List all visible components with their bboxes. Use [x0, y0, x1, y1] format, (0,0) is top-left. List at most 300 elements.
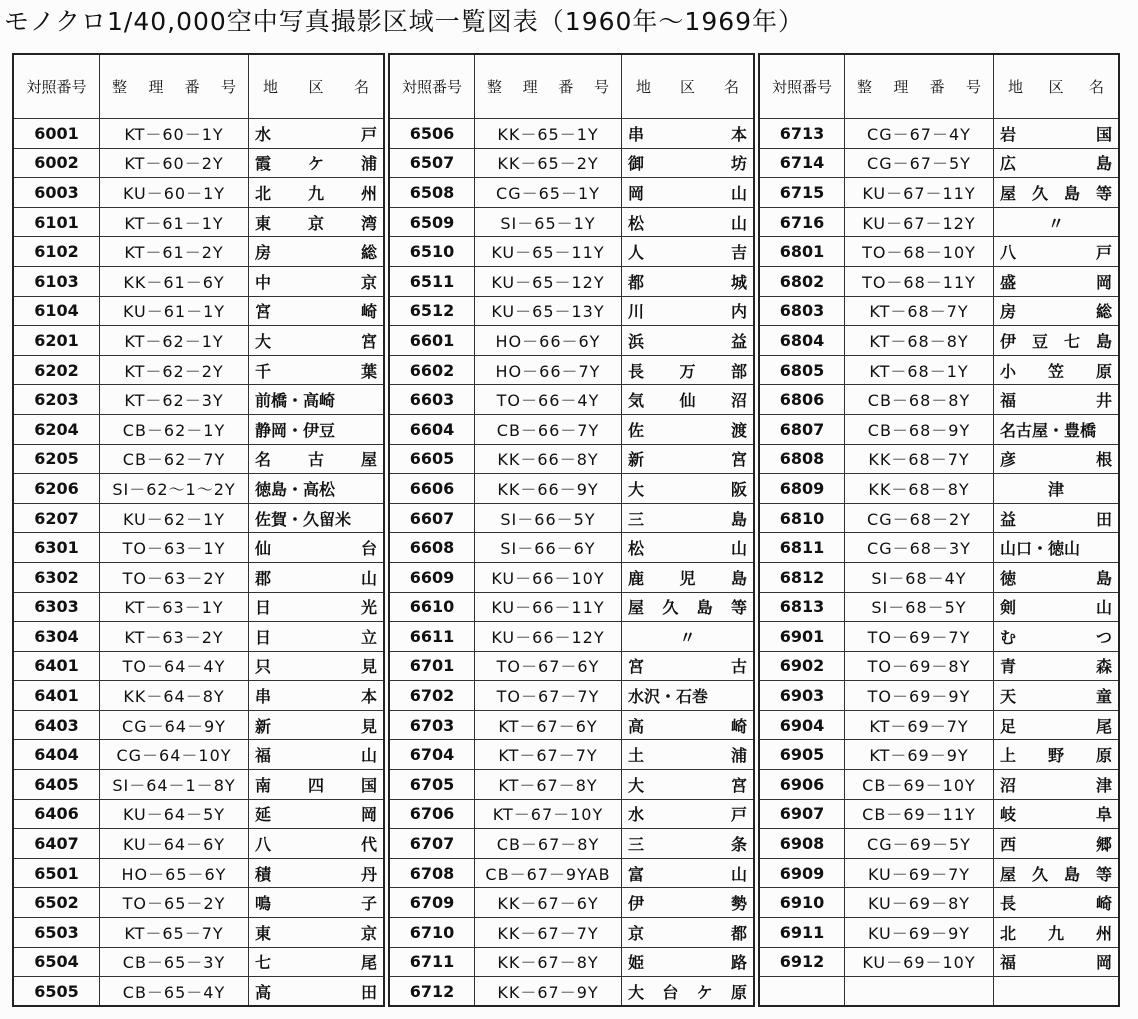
area-name-cell-text: 名 古 屋 — [255, 450, 377, 470]
table-row — [759, 266, 1119, 296]
ref-number-cell — [759, 622, 845, 652]
ref-number-cell — [13, 562, 100, 592]
area-name-cell — [994, 385, 1120, 415]
ref-number-cell — [389, 207, 475, 237]
ref-number-cell — [759, 385, 845, 415]
ref-number-cell-text: 6807 — [779, 419, 825, 439]
area-name-cell-text: 松 山 — [628, 213, 747, 233]
area-name-cell-text: 御 坊 — [628, 154, 747, 174]
control-number-cell — [100, 326, 249, 356]
control-number-cell — [845, 474, 994, 504]
area-name-cell — [622, 237, 755, 267]
area-name-cell-text: 佐 渡 — [628, 420, 747, 440]
ref-number-cell — [759, 266, 845, 296]
control-number-cell — [475, 237, 622, 267]
control-number-cell — [475, 296, 622, 326]
control-number-cell — [475, 977, 622, 1007]
ref-number-cell-text: 6609 — [409, 567, 455, 587]
table-row — [759, 799, 1119, 829]
ref-number-cell — [13, 414, 100, 444]
control-number-cell-text: KT－63－1Y — [124, 598, 224, 618]
area-name-cell-text: 積 丹 — [255, 864, 377, 884]
area-name-cell-text: 川 内 — [628, 302, 747, 322]
control-number-cell-text: TO－63－2Y — [122, 568, 226, 588]
control-number-cell-text: TO－68－10Y — [862, 243, 976, 263]
area-name-cell-text: 高 田 — [255, 982, 377, 1002]
ref-number-cell — [13, 770, 100, 800]
ref-number-cell-text: 6103 — [34, 271, 79, 291]
area-name-cell — [622, 740, 755, 770]
area-name-cell — [622, 858, 755, 888]
control-number-cell — [475, 385, 622, 415]
table-row — [13, 888, 384, 918]
area-name-cell — [249, 651, 385, 681]
control-number-cell — [475, 710, 622, 740]
ref-number-cell — [13, 799, 100, 829]
area-name-cell — [994, 858, 1120, 888]
ref-number-cell-text: 6803 — [779, 301, 825, 321]
ref-number-cell — [389, 681, 475, 711]
area-name-cell-text: 水 戸 — [255, 124, 377, 144]
area-name-cell — [622, 681, 755, 711]
ref-number-cell — [389, 444, 475, 474]
ref-number-cell — [389, 474, 475, 504]
ref-number-cell-text: 6706 — [409, 804, 455, 824]
control-number-cell-text: CB－67－9YAB — [485, 864, 611, 884]
control-number-cell — [100, 296, 249, 326]
area-name-cell-text: 郡 山 — [255, 568, 377, 588]
control-number-cell — [475, 592, 622, 622]
control-number-cell-text: CG－68－3Y — [867, 539, 971, 559]
control-number-cell-text: CG－68－2Y — [867, 509, 971, 529]
ref-number-cell — [13, 178, 100, 208]
ref-number-cell-text: 6714 — [779, 153, 825, 173]
control-number-cell-text: KK－68－8Y — [868, 479, 970, 499]
ref-number-cell — [759, 592, 845, 622]
area-name-cell — [249, 858, 385, 888]
ref-number-cell — [13, 651, 100, 681]
ref-number-cell-text: 6811 — [779, 538, 825, 558]
control-number-cell-text: HO－66－7Y — [495, 361, 601, 381]
control-number-cell — [845, 799, 994, 829]
control-number-cell-text: CB－69－11Y — [862, 805, 976, 825]
ref-number-cell-text: 6610 — [409, 597, 455, 617]
area-name-cell-text: 大 阪 — [628, 479, 747, 499]
ref-number-cell-text: 6104 — [34, 301, 79, 321]
ref-number-cell — [13, 888, 100, 918]
area-name-cell — [622, 710, 755, 740]
control-number-cell-text: CB－69－10Y — [862, 775, 976, 795]
ref-number-cell-text: 6611 — [409, 626, 455, 646]
ref-number-cell-text: 6001 — [34, 123, 79, 143]
area-name-cell-text: 北 九 州 — [255, 183, 377, 203]
area-name-cell-text: 水沢・石巻 — [628, 687, 709, 707]
table-row — [13, 237, 384, 267]
ref-number-cell-text: 6302 — [34, 567, 79, 587]
control-number-cell-text: CG－64－9Y — [122, 716, 226, 736]
area-name-cell — [994, 770, 1120, 800]
area-name-cell — [994, 533, 1120, 563]
area-name-cell-text: 西 郷 — [1000, 835, 1112, 855]
control-number-cell — [475, 474, 622, 504]
ref-number-cell-text: 6812 — [779, 567, 825, 587]
table-row — [13, 770, 384, 800]
control-number-cell-text: KK－67－6Y — [497, 894, 599, 914]
control-number-cell-text: KU－66－11Y — [491, 598, 605, 618]
table-row — [13, 651, 384, 681]
area-name-cell — [249, 266, 385, 296]
header-control-no — [100, 54, 249, 119]
control-number-cell — [845, 207, 994, 237]
table-row — [389, 414, 754, 444]
control-number-cell-text: KU－65－13Y — [491, 302, 605, 322]
control-number-cell-text: CB－68－8Y — [867, 391, 971, 411]
header-control-no — [475, 54, 622, 119]
ref-number-cell-text: 6711 — [409, 952, 455, 972]
control-number-cell-text: KU－61－1Y — [122, 302, 226, 322]
area-name-cell-text: 姫 路 — [628, 953, 747, 973]
table-row — [13, 414, 384, 444]
table-row — [759, 237, 1119, 267]
ref-number-cell-text: 6506 — [409, 123, 455, 143]
control-number-cell — [845, 829, 994, 859]
control-number-cell-text: KU－69－8Y — [867, 894, 971, 914]
control-number-cell — [475, 918, 622, 948]
ref-number-cell — [759, 474, 845, 504]
area-name-cell — [622, 385, 755, 415]
area-name-cell — [622, 444, 755, 474]
ref-number-cell-text: 6508 — [409, 182, 455, 202]
table-row — [389, 710, 754, 740]
ref-number-cell — [759, 503, 845, 533]
ref-number-cell-text: 6204 — [34, 419, 79, 439]
table-row — [13, 148, 384, 178]
area-name-cell-text: 沼 津 — [1000, 775, 1112, 795]
control-number-cell — [475, 444, 622, 474]
page-title: モノクロ1/40,000空中写真撮影区域一覧図表（1960年～1969年） — [4, 7, 805, 36]
ref-number-cell-text: 6102 — [34, 242, 79, 262]
ref-number-cell — [759, 326, 845, 356]
area-name-cell-text: 富 山 — [628, 864, 747, 884]
area-name-cell — [994, 444, 1120, 474]
ref-number-cell — [389, 622, 475, 652]
table-row — [13, 592, 384, 622]
table-row — [759, 533, 1119, 563]
area-name-cell — [249, 829, 385, 859]
area-name-cell-text: 益 田 — [1000, 509, 1112, 529]
control-number-cell-text: CB－66－7Y — [496, 420, 600, 440]
control-number-cell-text: TO－66－4Y — [496, 391, 600, 411]
area-name-cell-text: 屋 久 島 等 — [628, 598, 747, 618]
ref-number-cell — [389, 740, 475, 770]
ref-number-cell — [13, 533, 100, 563]
ref-number-cell-text: 6810 — [779, 508, 825, 528]
control-number-cell — [100, 178, 249, 208]
ref-number-cell-text: 6709 — [409, 893, 455, 913]
table-row — [13, 444, 384, 474]
table-row — [389, 592, 754, 622]
ref-number-cell — [389, 592, 475, 622]
ref-number-cell — [389, 947, 475, 977]
ref-number-cell — [759, 947, 845, 977]
area-name-cell-text: 高 崎 — [628, 716, 747, 736]
control-number-cell — [845, 266, 994, 296]
ref-number-cell — [13, 681, 100, 711]
control-number-cell — [845, 562, 994, 592]
control-number-cell-text: KT－65－7Y — [124, 923, 224, 943]
ref-number-cell-text: 6304 — [34, 626, 79, 646]
area-name-cell — [249, 237, 385, 267]
index-table-middle — [388, 53, 755, 1007]
control-number-cell-text: KU－62－1Y — [122, 509, 226, 529]
control-number-cell — [845, 858, 994, 888]
ref-number-cell-text: 6710 — [409, 922, 455, 942]
area-name-cell-text: 人 吉 — [628, 243, 747, 263]
ref-number-cell — [389, 918, 475, 948]
ref-number-cell-text: 6606 — [409, 478, 455, 498]
control-number-cell-text: SI－65－1Y — [500, 213, 596, 233]
table-row — [389, 533, 754, 563]
control-number-cell — [100, 119, 249, 149]
control-number-cell-text: TO－69－8Y — [867, 657, 971, 677]
area-name-cell — [994, 681, 1120, 711]
ref-number-cell-text: 6510 — [409, 242, 455, 262]
ref-number-cell — [389, 710, 475, 740]
ref-number-cell-text: 6605 — [409, 449, 455, 469]
control-number-cell — [845, 385, 994, 415]
ref-number-cell — [759, 977, 845, 1007]
table-row — [759, 385, 1119, 415]
table-row — [13, 947, 384, 977]
ref-number-cell — [13, 119, 100, 149]
area-name-cell-text: 霞 ケ 浦 — [255, 154, 377, 174]
area-name-cell-text: 剣 山 — [1000, 598, 1112, 618]
area-name-cell — [994, 947, 1120, 977]
ref-number-cell — [759, 207, 845, 237]
table-row — [13, 266, 384, 296]
area-name-cell — [994, 503, 1120, 533]
area-name-cell — [249, 178, 385, 208]
ref-number-cell-text: 6501 — [34, 863, 79, 883]
area-name-cell-text: 東 京 湾 — [255, 213, 377, 233]
area-name-cell — [994, 977, 1120, 1007]
control-number-cell-text: KT－67－8Y — [498, 775, 598, 795]
table-row — [13, 710, 384, 740]
ref-number-cell — [389, 119, 475, 149]
control-number-cell — [100, 266, 249, 296]
control-number-cell — [845, 947, 994, 977]
ref-number-cell — [389, 355, 475, 385]
area-name-cell-text: 大 宮 — [255, 331, 377, 351]
area-name-cell — [249, 503, 385, 533]
control-number-cell — [475, 888, 622, 918]
table-row — [389, 829, 754, 859]
control-number-cell-text: KK－65－1Y — [497, 124, 599, 144]
area-name-cell-text: 津 — [1047, 479, 1064, 499]
control-number-cell — [845, 414, 994, 444]
area-name-cell-text: 青 森 — [1000, 657, 1112, 677]
ref-number-cell — [759, 770, 845, 800]
ref-number-cell — [759, 533, 845, 563]
ref-number-cell — [389, 562, 475, 592]
area-name-cell-text: 新 宮 — [628, 450, 747, 470]
control-number-cell-text: KT－67－6Y — [498, 716, 598, 736]
ref-number-cell — [13, 503, 100, 533]
area-name-cell-text: 〃 — [679, 627, 696, 647]
area-name-cell — [994, 562, 1120, 592]
control-number-cell — [475, 178, 622, 208]
area-name-cell-text: 福 岡 — [1000, 953, 1112, 973]
ref-number-cell-text: 6901 — [779, 626, 825, 646]
ref-number-cell — [13, 355, 100, 385]
ref-number-cell — [759, 296, 845, 326]
table-row — [759, 651, 1119, 681]
table-row — [759, 326, 1119, 356]
area-name-cell — [622, 918, 755, 948]
ref-number-cell-text: 6904 — [779, 715, 825, 735]
control-number-cell — [475, 148, 622, 178]
area-name-cell-text: 日 光 — [255, 598, 377, 618]
control-number-cell — [845, 444, 994, 474]
area-name-cell — [622, 178, 755, 208]
header-control-no-text: 整 理 番 号 — [112, 78, 236, 96]
control-number-cell-text: KT－60－1Y — [124, 124, 224, 144]
ref-number-cell-text: 6507 — [409, 153, 455, 173]
ref-number-cell — [759, 651, 845, 681]
area-name-cell — [994, 918, 1120, 948]
control-number-cell — [475, 207, 622, 237]
control-number-cell-text: CG－67－5Y — [867, 154, 971, 174]
header-area-name — [622, 54, 755, 119]
area-name-cell — [622, 947, 755, 977]
area-name-cell-text: 佐賀・久留米 — [255, 509, 352, 529]
ref-number-cell-text: 6601 — [409, 330, 455, 350]
area-name-cell-text: 鹿 児 島 — [628, 568, 747, 588]
area-name-cell-text: 盛 岡 — [1000, 272, 1112, 292]
table-row — [389, 947, 754, 977]
table-row — [13, 681, 384, 711]
ref-number-cell — [759, 888, 845, 918]
area-name-cell-text: 串 本 — [255, 687, 377, 707]
area-name-cell — [249, 799, 385, 829]
area-name-cell — [249, 533, 385, 563]
table-row — [759, 474, 1119, 504]
table-row — [759, 296, 1119, 326]
control-number-cell-text: KU－66－12Y — [491, 627, 605, 647]
area-name-cell — [249, 119, 385, 149]
table-row — [759, 622, 1119, 652]
table-row — [759, 977, 1119, 1007]
area-name-cell-text: 長 万 部 — [628, 361, 747, 381]
area-name-cell-text: 彦 根 — [1000, 450, 1112, 470]
ref-number-cell-text: 6003 — [34, 182, 79, 202]
header-ref-no: 対照番号 — [13, 54, 100, 119]
area-name-cell — [622, 207, 755, 237]
ref-number-cell-text: 6206 — [34, 478, 79, 498]
table-row — [13, 977, 384, 1007]
control-number-cell — [100, 207, 249, 237]
control-number-cell — [100, 503, 249, 533]
table-row — [759, 947, 1119, 977]
area-name-cell — [994, 829, 1120, 859]
control-number-cell — [100, 385, 249, 415]
control-number-cell-text: KK－66－9Y — [497, 479, 599, 499]
control-number-cell — [845, 503, 994, 533]
area-name-cell-text: 水 戸 — [628, 805, 747, 825]
area-name-cell — [994, 888, 1120, 918]
area-name-cell — [622, 592, 755, 622]
control-number-cell-text: SI－62～1～2Y — [112, 479, 236, 499]
ref-number-cell — [759, 355, 845, 385]
ref-number-cell-text: 6712 — [409, 981, 455, 1001]
area-name-cell-text: 三 島 — [628, 509, 747, 529]
area-name-cell — [994, 414, 1120, 444]
control-number-cell — [845, 888, 994, 918]
table-row — [389, 740, 754, 770]
ref-number-cell — [389, 770, 475, 800]
ref-number-cell — [13, 296, 100, 326]
table-row — [389, 799, 754, 829]
area-name-cell-text: 上 野 原 — [1000, 746, 1112, 766]
control-number-cell-text: KT－67－7Y — [498, 746, 598, 766]
area-name-cell — [249, 947, 385, 977]
ref-number-cell-text: 6603 — [409, 390, 455, 410]
area-name-cell-text: 土 浦 — [628, 746, 747, 766]
control-number-cell-text: KK－65－2Y — [497, 154, 599, 174]
ref-number-cell — [759, 918, 845, 948]
control-number-cell — [475, 622, 622, 652]
area-name-cell-text: 宮 崎 — [255, 302, 377, 322]
area-name-cell-text: 岡 山 — [628, 183, 747, 203]
control-number-cell-text: KT－60－2Y — [124, 154, 224, 174]
ref-number-cell — [13, 266, 100, 296]
table-row — [13, 858, 384, 888]
table-row — [13, 178, 384, 208]
control-number-cell-text: KU－64－6Y — [122, 835, 226, 855]
table-row — [389, 474, 754, 504]
control-number-cell — [845, 918, 994, 948]
control-number-cell-text: KK－66－8Y — [497, 450, 599, 470]
ref-number-cell-text: 6401 — [34, 656, 79, 676]
control-number-cell — [475, 947, 622, 977]
ref-number-cell — [759, 119, 845, 149]
ref-number-cell-text: 6602 — [409, 360, 455, 380]
table-row — [759, 355, 1119, 385]
area-name-cell — [622, 474, 755, 504]
control-number-cell — [100, 562, 249, 592]
control-number-cell — [100, 888, 249, 918]
table-row — [759, 503, 1119, 533]
ref-number-cell — [13, 947, 100, 977]
ref-number-cell-text: 6406 — [34, 804, 79, 824]
ref-number-cell — [759, 414, 845, 444]
ref-number-cell-text: 6908 — [779, 834, 825, 854]
area-name-cell — [994, 474, 1120, 504]
control-number-cell — [475, 355, 622, 385]
control-number-cell — [100, 710, 249, 740]
ref-number-cell — [13, 207, 100, 237]
area-name-cell-text: 足 尾 — [1000, 716, 1112, 736]
control-number-cell — [845, 681, 994, 711]
ref-number-cell — [759, 178, 845, 208]
control-number-cell-text: SI－68－5Y — [871, 598, 967, 618]
control-number-cell-text: HO－65－6Y — [121, 864, 227, 884]
control-number-cell — [475, 533, 622, 563]
control-number-cell-text: KU－65－11Y — [491, 243, 605, 263]
ref-number-cell-text: 6002 — [34, 153, 79, 173]
table-row — [389, 622, 754, 652]
control-number-cell — [845, 592, 994, 622]
